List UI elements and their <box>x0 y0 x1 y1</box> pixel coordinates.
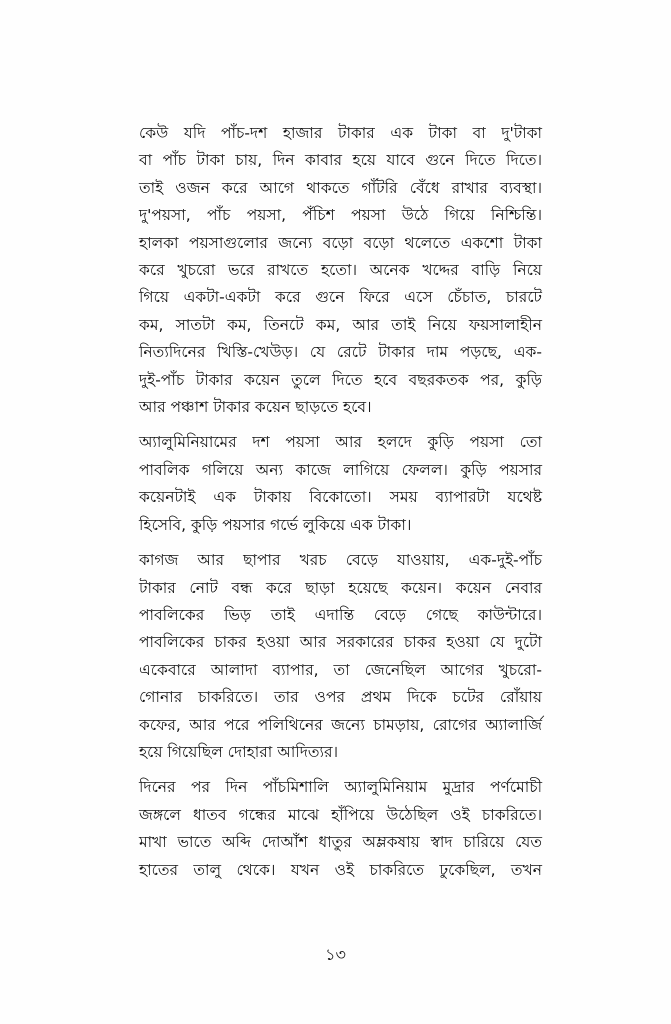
text-line: দিনের পর দিন পাঁচমিশালি অ্যালুমিনিয়াম মুদ্রার পর্ণমোচী <box>139 778 542 797</box>
text-line: তাই ওজন করে আগে থাকতে গাঁটরি বেঁধে রাখার ব্যবস্থা। <box>139 178 542 197</box>
text-line: পাবলিক গলিয়ে অন্য কাজে লাগিয়ে ফেলল। কুড়ি পয়সার <box>139 460 542 479</box>
text-line: কফের, আর পরে পলিথিনের জন্যে চামড়ায়, রোগের অ্যালার্জি <box>139 715 542 734</box>
text-line: কাগজ আর ছাপার খরচ বেড়ে যাওয়ায়, এক-দুই-পাঁচ <box>139 551 542 570</box>
paragraph-1 <box>117 120 542 421</box>
text-line: বা পাঁচ টাকা চায়, দিন কাবার হয়ে যাবে গুনে দিতে দিতে। <box>139 151 542 170</box>
text-line: মাখা ভাতে অব্দি দোআঁশ ধাতুর অম্লকষায় স্বাদ চারিয়ে যেত <box>139 833 542 852</box>
text-line: দুই-পাঁচ টাকার কয়েন তুলে দিতে হবে বছরকতক পর, কুড়ি <box>139 370 542 389</box>
paragraph-2 <box>117 429 542 539</box>
text-line: হালকা পয়সাগুলোর জন্যে বড়ো বড়ো থলেতে একশো টাকা <box>139 233 542 252</box>
paragraph-4 <box>117 774 542 884</box>
text-line: জঙ্গলে ধাতব গন্ধের মাঝে হাঁপিয়ে উঠেছিল ওই চাকরিতে। <box>139 805 542 824</box>
text-line: গিয়ে একটা-একটা করে গুনে ফিরে এসে চেঁচাত, চারটে <box>139 288 542 307</box>
text-line: অ্যালুমিনিয়ামের দশ পয়সা আর হলদে কুড়ি পয়সা তো <box>139 433 542 452</box>
text-line: কেউ যদি পাঁচ-দশ হাজার টাকার এক টাকা বা দু'টাকা <box>139 124 542 142</box>
text-line: হিসেবি, কুড়ি পয়সার গর্ভে লুকিয়ে এক টাকা। <box>139 515 412 534</box>
text-line: করে খুচরো ভরে রাখতে হতো। অনেক খদ্দের বাড়ি নিয়ে <box>139 261 542 280</box>
text-line: হাতের তালু থেকে। যখন ওই চাকরিতে ঢুকেছিল, তখন <box>139 860 542 879</box>
paragraph-3 <box>117 547 542 766</box>
text-line: পাবলিকের ভিড় তাই এদান্তি বেড়ে গেছে কাউন্টারে। <box>139 605 542 624</box>
text-line: কম, সাতটা কম, তিনটে কম, আর তাই নিয়ে ফয়সালাহীন <box>139 315 542 334</box>
text-line: কয়েনটাই এক টাকায় বিকোতো। সময় ব্যাপারটা যথেষ্ট <box>139 488 542 507</box>
text-line: পাবলিকের চাকর হওয়া আর সরকারের চাকর হওয়া যে দুটো <box>139 633 542 652</box>
text-line: দু'পয়সা, পাঁচ পয়সা, পঁচিশ পয়সা উঠে গিয়ে নিশ্চিন্তি। <box>139 206 542 225</box>
text-line: নিত্যদিনের খিস্তি-খেউড়। যে রেটে টাকার দাম পড়ছে, এক- <box>139 343 542 362</box>
text-line: আর পঞ্চাশ টাকার কয়েন ছাড়তে হবে। <box>139 398 372 417</box>
body-text <box>117 120 542 892</box>
text-line: হয়ে গিয়েছিল দোহারা আদিত্যর। <box>139 742 339 761</box>
text-line: গোনার চাকরিতে। তার ওপর প্রথম দিকে চটের রোঁয়ায় <box>139 688 542 707</box>
page-number: ১৩ <box>325 945 346 964</box>
text-line: টাকার নোট বন্ধ করে ছাড়া হয়েছে কয়েন। কয়েন নেবার <box>139 578 542 597</box>
text-line: একেবারে আলাদা ব্যাপার, তা জেনেছিল আগের খুচরো- <box>139 660 542 679</box>
